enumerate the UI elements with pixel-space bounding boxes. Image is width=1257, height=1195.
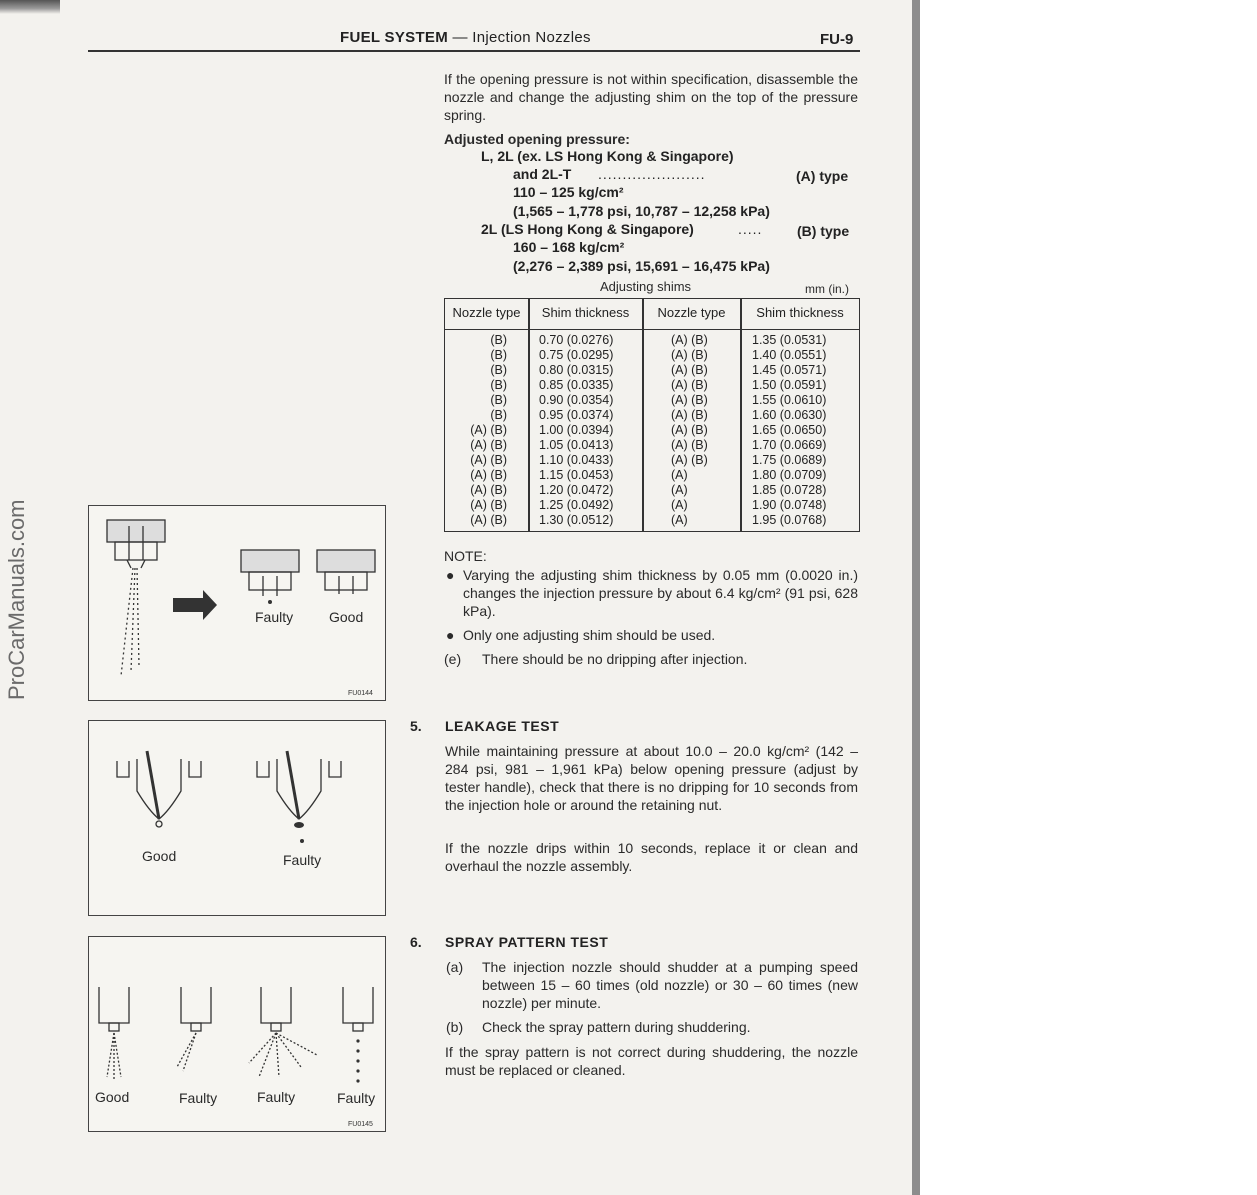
table-cell-nozzle-type: (A) (B): [470, 498, 507, 512]
table-cell-nozzle-type: (A) (B): [671, 453, 708, 467]
spec-dots2: .....: [738, 221, 763, 237]
table-cell-nozzle-type: (A) (B): [671, 423, 708, 437]
note-bullet-2: Only one adjusting shim should be used.: [463, 627, 716, 643]
watermark: ProCarManuals.com: [4, 499, 29, 700]
table-divider: [642, 299, 644, 531]
table-cell-nozzle-type: (B): [490, 393, 507, 407]
table-cell-shim-thickness: 1.80 (0.0709): [752, 468, 827, 482]
table-cell-nozzle-type: (A): [671, 513, 688, 527]
page-fold-shadow: [0, 0, 60, 14]
table-cell-shim-thickness: 1.40 (0.0551): [752, 348, 827, 362]
fig2-label-faulty: Faulty: [283, 852, 322, 868]
table-cell-nozzle-type: (B): [490, 408, 507, 422]
leakage-test-illustration: [89, 721, 385, 915]
table-col-left-types: [445, 333, 507, 528]
leakage-paragraph-1: While maintaining pressure at about 10.0 – 20.0 kg/cm² (142 – 284 psi, 981 – 1,961 kPa) below opening pressure (adjust by tester handle), check that there is no dripping for 10 seconds from the injection hole or around the retaining nut.: [445, 743, 858, 813]
table-cell-nozzle-type: (A) (B): [671, 438, 708, 452]
table-cell-nozzle-type: (B): [490, 333, 507, 347]
spec-dots1: ......................: [598, 166, 706, 182]
table-cell-nozzle-type: (A) (B): [470, 453, 507, 467]
page-edge-shadow: [912, 0, 920, 1195]
spec-conversion-a: (1,565 – 1,778 psi, 10,787 – 12,258 kPa): [513, 203, 770, 219]
table-cell-shim-thickness: 1.20 (0.0472): [539, 483, 614, 497]
table-header-nozzle-type: Nozzle type: [445, 299, 528, 330]
table-cell-nozzle-type: (A) (B): [671, 393, 708, 407]
table-cell-nozzle-type: (A) (B): [470, 513, 507, 527]
table-cell-shim-thickness: 1.85 (0.0728): [752, 483, 827, 497]
step-a-text: The injection nozzle should shudder at a pumping speed between 15 – 60 times (old nozzle) or 30 – 60 times (new nozzle) per minute.: [482, 959, 858, 1011]
fig3-label-good: Good: [95, 1089, 130, 1105]
section-5-number: 5.: [410, 718, 422, 734]
table-cell-nozzle-type: (A) (B): [470, 468, 507, 482]
spec-line3: 2L (LS Hong Kong & Singapore): [481, 221, 694, 237]
section-6-number: 6.: [410, 934, 422, 950]
spray-paragraph: If the spray pattern is not correct during shuddering, the nozzle must be replaced or cleaned.: [445, 1044, 858, 1078]
table-cell-shim-thickness: 0.95 (0.0374): [539, 408, 614, 422]
table-cell-nozzle-type: (A): [671, 468, 688, 482]
table-cell-shim-thickness: 1.90 (0.0748): [752, 498, 827, 512]
table-cell-shim-thickness: 0.75 (0.0295): [539, 348, 614, 362]
header-title: [340, 29, 591, 46]
fig3-label-faulty-1: Faulty: [179, 1090, 218, 1106]
step-e-text: There should be no dripping after injection.: [482, 651, 748, 667]
section-5-title: LEAKAGE TEST: [445, 718, 560, 734]
spec-type-a: (A) type: [796, 168, 849, 184]
fig3-code: FU0145: [348, 1121, 373, 1128]
section-6-title: SPRAY PATTERN TEST: [445, 934, 609, 950]
header-section: FUEL SYSTEM: [340, 29, 449, 46]
page-number: FU-9: [820, 31, 854, 48]
table-cell-nozzle-type: (A) (B): [470, 483, 507, 497]
fig3-label-faulty-2: Faulty: [257, 1089, 296, 1105]
fig3-label-faulty-3: Faulty: [337, 1090, 376, 1106]
fig1-label-faulty: Faulty: [255, 609, 294, 625]
table-cell-shim-thickness: 1.15 (0.0453): [539, 468, 614, 482]
table-col-left-thickness: [539, 333, 613, 528]
bullet-icon: ●: [446, 567, 455, 583]
table-cell-nozzle-type: (B): [490, 348, 507, 362]
fig1-code: FU0144: [348, 690, 373, 697]
step-a-marker: (a): [446, 959, 464, 975]
header-dash: —: [452, 29, 468, 46]
figure-leakage-test: [88, 720, 386, 916]
table-cell-shim-thickness: 1.00 (0.0394): [539, 423, 614, 437]
table-divider: [740, 299, 742, 531]
table-header-nozzle-type-2: Nozzle type: [643, 299, 740, 330]
spec-line1: L, 2L (ex. LS Hong Kong & Singapore): [481, 148, 734, 164]
table-cell-shim-thickness: 1.70 (0.0669): [752, 438, 827, 452]
table-cell-shim-thickness: 0.70 (0.0276): [539, 333, 614, 347]
table-cell-shim-thickness: 1.25 (0.0492): [539, 498, 614, 512]
table-cell-nozzle-type: (A) (B): [470, 438, 507, 452]
table-cell-shim-thickness: 0.80 (0.0315): [539, 363, 614, 377]
step-b-marker: (b): [446, 1019, 464, 1035]
spec-value-b: 160 – 168 kg/cm²: [513, 239, 625, 255]
table-cell-shim-thickness: 1.55 (0.0610): [752, 393, 827, 407]
table-cell-nozzle-type: (A) (B): [671, 333, 708, 347]
table-cell-nozzle-type: (A): [671, 483, 688, 497]
table-cell-shim-thickness: 1.35 (0.0531): [752, 333, 827, 347]
table-cell-shim-thickness: 1.65 (0.0650): [752, 423, 827, 437]
fig1-label-good: Good: [329, 609, 364, 625]
table-cell-nozzle-type: (A) (B): [470, 423, 507, 437]
table-cell-shim-thickness: 1.95 (0.0768): [752, 513, 827, 527]
table-cell-shim-thickness: 1.10 (0.0433): [539, 453, 614, 467]
table-cell-nozzle-type: (A) (B): [671, 408, 708, 422]
table-col-right-types: [671, 333, 708, 528]
table-cell-shim-thickness: 0.90 (0.0354): [539, 393, 614, 407]
table-cell-shim-thickness: 1.45 (0.0571): [752, 363, 827, 377]
step-b-text: Check the spray pattern during shuddering.: [482, 1019, 751, 1035]
header-subsection: Injection Nozzles: [472, 29, 591, 46]
table-cell-nozzle-type: (A) (B): [671, 363, 708, 377]
table-cell-nozzle-type: (A) (B): [671, 378, 708, 392]
table-cell-nozzle-type: (A) (B): [671, 348, 708, 362]
table-divider: [528, 299, 530, 531]
table-col-right-thickness: [752, 333, 826, 528]
note-label: NOTE:: [444, 548, 487, 564]
table-caption: Adjusting shims: [600, 279, 692, 294]
table-cell-shim-thickness: 1.75 (0.0689): [752, 453, 827, 467]
fig2-label-good: Good: [142, 848, 177, 864]
header-rule: [88, 50, 860, 52]
spec-line2: and 2L-T: [513, 166, 572, 182]
table-cell-shim-thickness: 1.50 (0.0591): [752, 378, 827, 392]
table-cell-nozzle-type: (B): [490, 378, 507, 392]
intro-paragraph: If the opening pressure is not within specification, disassemble the nozzle and change the adjusting shim on the top of the pressure spring.: [444, 71, 858, 123]
spec-title: Adjusted opening pressure:: [444, 131, 630, 147]
step-e-marker: (e): [444, 651, 462, 667]
spec-value-a: 110 – 125 kg/cm²: [513, 184, 624, 200]
shim-table: [444, 298, 860, 532]
table-cell-shim-thickness: 1.60 (0.0630): [752, 408, 827, 422]
spec-conversion-b: (2,276 – 2,389 psi, 15,691 – 16,475 kPa): [513, 258, 770, 274]
spec-type-b: (B) type: [797, 223, 850, 239]
figure-spray-pattern: [88, 936, 386, 1132]
leakage-paragraph-2: If the nozzle drips within 10 seconds, replace it or clean and overhaul the nozzle assembly.: [445, 840, 858, 874]
note-bullet-1: Varying the adjusting shim thickness by 0.05 mm (0.0020 in.) changes the injection pressure by about 6.4 kg/cm² (91 psi, 628 kPa).: [463, 567, 858, 619]
table-header-shim-thickness: Shim thickness: [529, 299, 642, 330]
drip-test-illustration: [89, 506, 385, 700]
bullet-icon: ●: [446, 627, 455, 643]
figure-drip-test: [88, 505, 386, 701]
table-cell-shim-thickness: 1.30 (0.0512): [539, 513, 614, 527]
table-cell-shim-thickness: 1.05 (0.0413): [539, 438, 614, 452]
table-cell-nozzle-type: (A): [671, 498, 688, 512]
table-unit: mm (in.): [805, 282, 849, 296]
table-cell-nozzle-type: (B): [490, 363, 507, 377]
table-cell-shim-thickness: 0.85 (0.0335): [539, 378, 614, 392]
table-header-shim-thickness-2: Shim thickness: [741, 299, 859, 330]
